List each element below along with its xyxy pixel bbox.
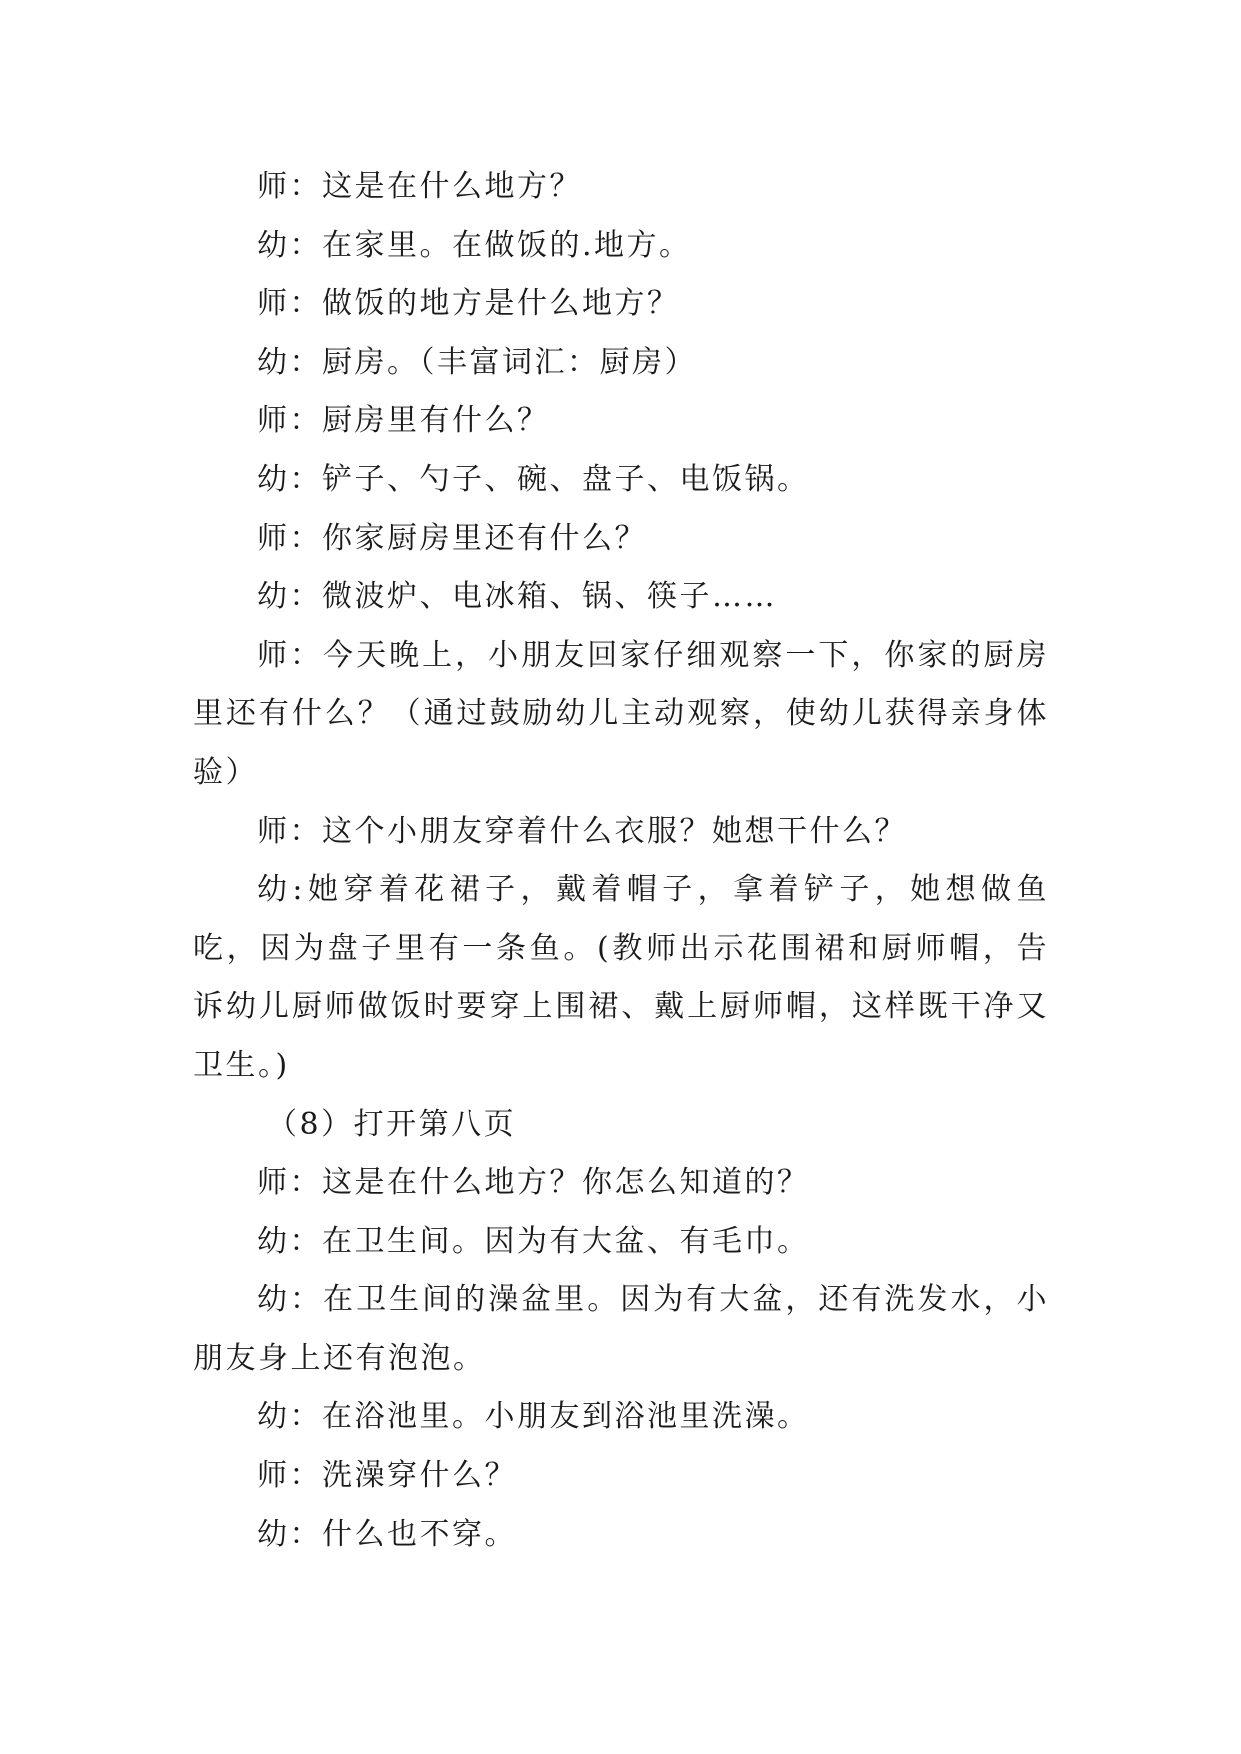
paragraph: 师：这是在什么地方？ [257,169,582,204]
paragraph: 师：今天晚上，小朋友回家仔细观察一下，你家的厨房里还有什么？（通过鼓励幼儿主动观察，使幼儿获得亲身体验） [193,637,1049,790]
paragraph: 幼：铲子、勺子、碗、盘子、电饭锅。 [257,461,810,497]
paragraph: 师：厨房里有什么？ [257,403,550,439]
document-body [193,158,1049,1564]
paragraph: 师：这是在什么地方？你怎么知道的？ [257,1165,810,1201]
paragraph: 师：做饭的地方是什么地方？ [257,286,680,322]
paragraph: 幼：微波炉、电冰箱、锅、筷子…… [257,579,777,615]
paragraph: 幼：在卫生间的澡盆里。因为有大盆，还有洗发水，小朋友身上还有泡泡。 [193,1282,1049,1376]
paragraph: 幼：厨房。（丰富词汇：厨房） [257,344,697,380]
paragraph: 师：这个小朋友穿着什么衣服？她想干什么？ [257,813,907,849]
paragraph: 师：你家厨房里还有什么？ [257,520,647,556]
paragraph: 幼：什么也不穿。 [257,1516,517,1552]
paragraph: 幼：在家里。在做饭的.地方。 [257,227,692,263]
paragraph: 幼：在浴池里。小朋友到浴池里洗澡。 [257,1399,810,1435]
paragraph: 师：洗澡穿什么？ [257,1458,517,1494]
paragraph: 幼：在卫生间。因为有大盆、有毛巾。 [257,1223,810,1259]
paragraph: 幼:她穿着花裙子，戴着帽子，拿着铲子，她想做鱼吃，因为盘子里有一条鱼。(教师出示花围裙和厨师帽，告诉幼儿厨师做饭时要穿上围裙、戴上厨师帽，这样既干净又卫生。) [193,872,1049,1083]
section-heading: （8）打开第八页 [267,1106,517,1142]
